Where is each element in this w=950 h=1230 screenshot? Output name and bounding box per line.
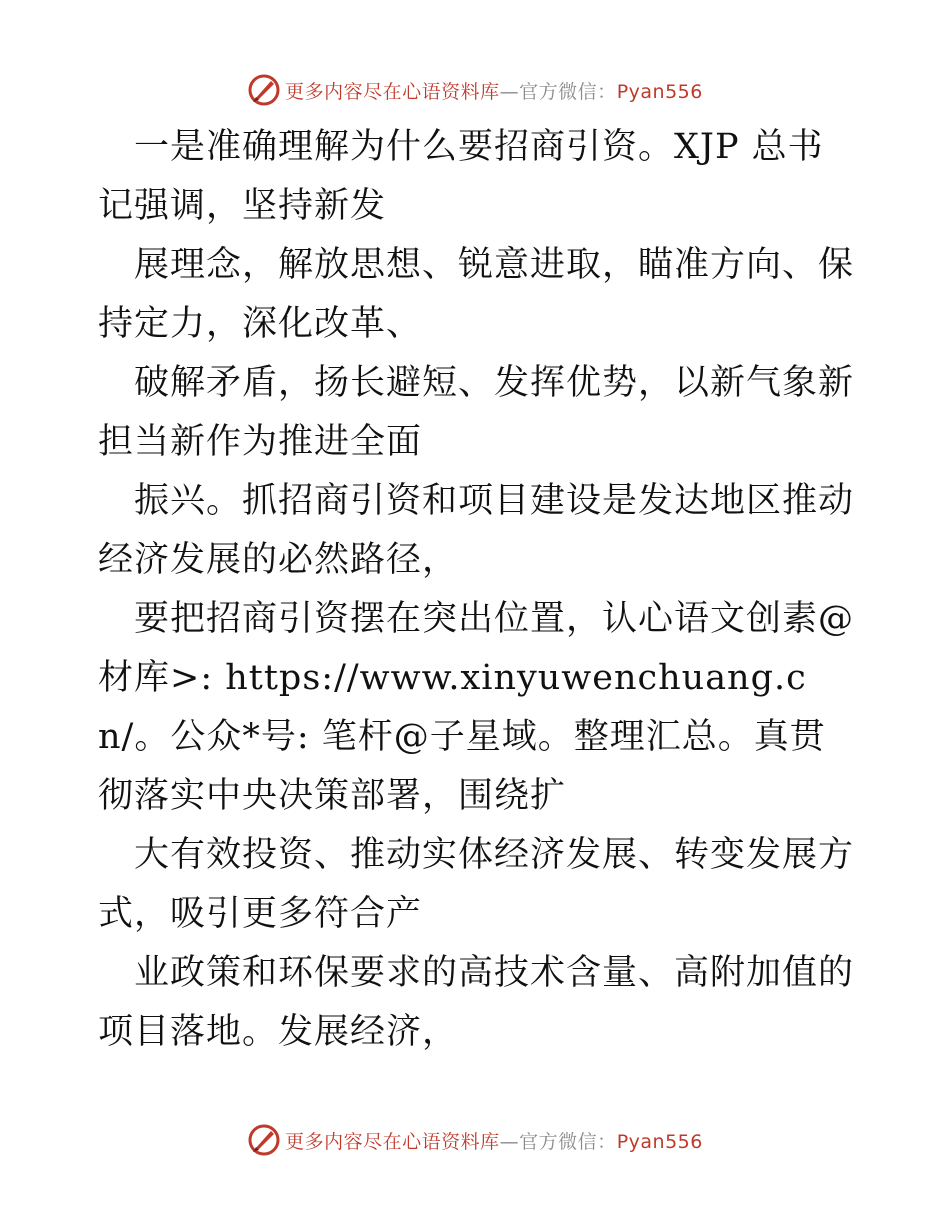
banner-wechat-id: Pyan556	[616, 1130, 703, 1153]
paragraph: 大有效投资、推动实体经济发展、转变发展方式，吸引更多符合产	[98, 835, 855, 934]
paragraph: 振兴。抓招商引资和项目建设是发达地区推动经济发展的必然路径，	[98, 481, 855, 580]
header-banner-text	[285, 77, 703, 104]
banner-site-name: 更多内容尽在心语资料库	[285, 1130, 500, 1153]
paragraph: 展理念，解放思想、锐意进取，瞄准方向、保持定力，深化改革、	[98, 245, 855, 344]
banner-wechat-id: Pyan556	[616, 80, 703, 103]
footer-banner	[0, 1120, 950, 1160]
paragraph: 要把招商引资摆在突出位置，认心语文创素@材库>: https://www.xinyuwenchuang.cn/。公众*号: 笔杆@子星域。整理汇总。真贯彻落实中央决策部署，围绕扩	[98, 599, 855, 816]
paragraph: 业政策和环保要求的高技术含量、高附加值的项目落地。发展经济，	[98, 953, 855, 1052]
paragraph: 破解矛盾，扬长避短、发挥优势，以新气象新担当新作为推进全面	[98, 363, 855, 462]
banner-wechat-label: 官方微信：	[519, 1130, 617, 1153]
paragraph: 一是准确理解为什么要招商引资。XJP 总书记强调，坚持新发	[98, 127, 824, 226]
header-banner	[0, 70, 950, 110]
document-body	[98, 118, 858, 1062]
quill-pen-logo-icon	[247, 73, 281, 107]
footer-banner-text	[285, 1127, 703, 1154]
banner-separator: —	[499, 80, 520, 103]
banner-site-name: 更多内容尽在心语资料库	[285, 80, 500, 103]
banner-separator: —	[499, 1130, 520, 1153]
banner-wechat-label: 官方微信：	[519, 80, 617, 103]
quill-pen-logo-icon	[247, 1123, 281, 1157]
